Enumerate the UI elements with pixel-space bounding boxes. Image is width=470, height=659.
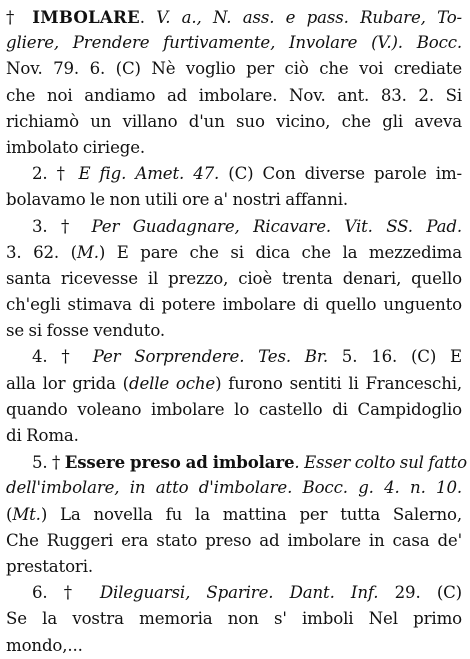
sense-5-line-3: (Mt.) La novella fu la mattina per tutta Salerno, <box>6 504 462 524</box>
grammar-note: V. a., N. ass. e pass. Rubare, To- <box>156 8 462 27</box>
sense-3-line-2: 3. 62. (M.) E pare che si dica che la mezzedima <box>6 242 462 262</box>
entry-line-4: che noi andiamo ad imbolare. Nov. ant. 83. 2. Si <box>6 85 462 105</box>
sense-5-line-1: 5. † Essere preso ad imbolare. Esser colto sul fatto <box>32 452 467 473</box>
entry-line-6: imbolato ciriege. <box>6 137 146 157</box>
sense-6-line-3: mondo,... <box>6 635 83 655</box>
sense-3-line-4: ch'egli stimava di potere imbolare di quello unguento <box>6 295 462 315</box>
sense-5-line-5: prestatori. <box>6 556 93 576</box>
sense-6-line-1: 6. † Dileguarsi, Sparire. Dant. Inf. 29. (C) <box>32 583 463 603</box>
sense-6-line-2: Se la vostra memoria non s' imboli Nel primo <box>6 609 462 629</box>
sense-2-line-2: bolavamo le non utili ore a' nostri affanni. <box>6 190 349 210</box>
sense-3-line-1: 3. † Per Guadagnare, Ricavare. Vit. SS. Pad. <box>32 216 462 236</box>
entry-line-2: gliere, Prendere furtivamente, Involare (V.). Bocc. <box>6 33 462 53</box>
sense-4-line-4: di Roma. <box>6 426 79 445</box>
sense-3-line-3: santa ricevesse il prezzo, cioè trenta denari, quello <box>6 268 462 288</box>
sense-4-line-2: alla lor grida (delle oche) furono sentiti li Franceschi, <box>6 373 463 393</box>
headword: IMBOLARE <box>32 7 140 27</box>
dagger-mark: † <box>6 8 21 27</box>
sense-4-line-1: 4. † Per Sorprendere. Tes. Br. 5. 16. (C) E <box>32 347 462 367</box>
entry-line-1: † IMBOLARE. V. a., N. ass. e pass. Rubare, To- <box>6 7 462 27</box>
entry-line-3: Nov. 79. 6. (C) Nè voglio per ciò che voi crediate <box>6 59 462 79</box>
dictionary-entry <box>6 4 467 659</box>
sense-5-line-2: dell'imbolare, in atto d'imbolare. Bocc. g. 4. n. 10. <box>6 478 462 498</box>
sense-2-line-1: 2. † E fig. Amet. 47. (C) Con diverse parole im- <box>32 164 462 184</box>
entry-line-5: richiamò un villano d'un suo vicino, che gli aveva <box>6 111 462 131</box>
sense-3-line-5: se si fosse venduto. <box>6 321 165 341</box>
sense-4-line-3: quando voleano imbolare lo castello di Campidoglio <box>6 399 462 419</box>
sense-5-line-4: Che Ruggeri era stato preso ad imbolare in casa de' <box>6 530 462 550</box>
